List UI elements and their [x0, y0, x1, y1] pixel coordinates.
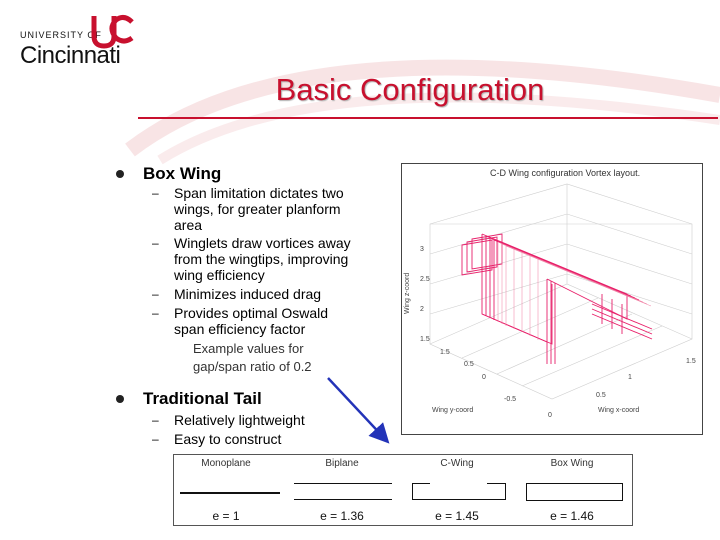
c-wing-tip-shape [487, 483, 505, 484]
y-tick: 0 [482, 374, 486, 381]
vortex-layout-plot [401, 163, 703, 435]
logo-university-of: UNIVERSITY OF [20, 30, 102, 40]
bullet-icon [116, 170, 124, 178]
vortex-plot-graphic [402, 164, 702, 434]
plot-title: C-D Wing configuration Vortex layout. [490, 168, 641, 178]
biplane-upper-wing-shape [294, 483, 392, 484]
dash-icon: – [152, 186, 159, 200]
subitem-text: Winglets draw vortices away [174, 235, 351, 251]
y-tick: 0.5 [464, 361, 474, 368]
subitem-text: area [174, 217, 203, 233]
z-tick: 2.5 [420, 276, 430, 283]
efficiency-value: e = 1.46 [550, 509, 594, 523]
subitem-text: from the wingtips, improving [174, 251, 349, 267]
y-axis-label: Wing y-coord [432, 407, 474, 414]
c-wing-tip-shape [412, 483, 430, 484]
title-underline [138, 117, 718, 119]
bullet-heading-traditional-tail: Traditional Tail [143, 389, 262, 408]
dash-icon: – [152, 287, 159, 301]
dash-icon: – [152, 236, 159, 250]
config-name: C-Wing [440, 458, 474, 469]
x-axis-label: Wing x-coord [598, 407, 640, 414]
monoplane-wing-shape [180, 492, 280, 494]
dash-icon: – [152, 432, 159, 446]
blue-arrow-icon [320, 370, 400, 450]
config-name: Monoplane [201, 458, 251, 469]
dash-icon: – [152, 306, 159, 320]
x-tick: 1 [628, 374, 632, 381]
efficiency-value: e = 1.36 [320, 509, 364, 523]
subitem-text: Minimizes induced drag [174, 286, 322, 302]
c-wing-shape [412, 483, 506, 500]
subitem-text: wings, for greater planform [174, 201, 341, 217]
x-tick: 0 [548, 412, 552, 419]
logo-cincinnati: Cincinnati [20, 42, 121, 69]
z-tick: 2 [420, 306, 424, 313]
dash-icon: – [152, 413, 159, 427]
x-tick: 1.5 [686, 358, 696, 365]
subitem-text: Span limitation dictates two [174, 185, 344, 201]
subitem-text: Relatively lightweight [174, 412, 305, 428]
box-wing-shape [526, 483, 623, 501]
z-axis-label: Wing z-coord [404, 272, 411, 314]
subitem-text: span efficiency factor [174, 321, 306, 337]
subitem-text: Easy to construct [174, 431, 282, 447]
subitem-text: wing efficiency [174, 267, 265, 283]
y-tick: 1.5 [440, 349, 450, 356]
config-name: Box Wing [550, 458, 594, 469]
z-tick: 1.5 [420, 336, 430, 343]
x-tick: 0.5 [596, 392, 606, 399]
configuration-comparison [173, 454, 633, 526]
bullet-icon [116, 395, 124, 403]
biplane-lower-wing-shape [294, 499, 392, 500]
z-tick: 3 [420, 246, 424, 253]
efficiency-value: e = 1 [212, 509, 240, 523]
y-tick: -0.5 [504, 396, 517, 403]
efficiency-value: e = 1.45 [435, 509, 479, 523]
note-text: gap/span ratio of 0.2 [193, 359, 312, 374]
slide-title: Basic Configuration [275, 72, 545, 107]
note-text: Example values for [193, 341, 304, 356]
subitem-text: Provides optimal Oswald [174, 305, 329, 321]
config-name: Biplane [325, 458, 359, 469]
bullet-heading-box-wing: Box Wing [143, 164, 222, 183]
